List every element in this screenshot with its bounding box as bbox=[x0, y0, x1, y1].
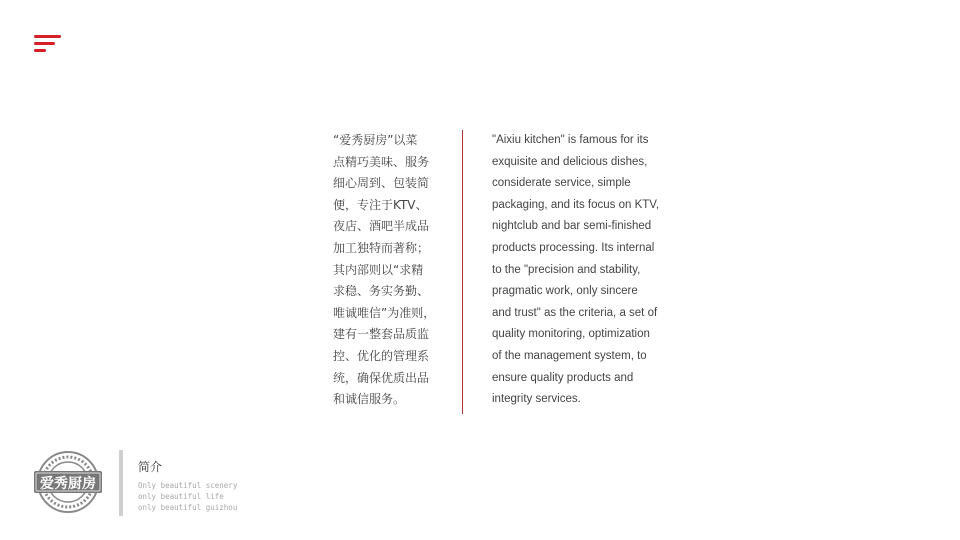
logo-text: 爱秀厨房 bbox=[40, 476, 96, 492]
menu-line bbox=[34, 35, 61, 38]
cn-line: 细心周到、包装简 bbox=[333, 176, 430, 191]
footer-subtitle: only beautiful life bbox=[138, 491, 224, 501]
en-line: products processing. Its internal bbox=[492, 241, 655, 254]
brand-logo-graphic bbox=[30, 449, 106, 515]
en-line: packaging, and its focus on KTV, bbox=[492, 198, 660, 211]
vertical-divider bbox=[462, 130, 463, 414]
cn-line: “爱秀厨房”以菜 bbox=[333, 133, 418, 147]
cn-line: 唯诚唯信”为准则， bbox=[333, 305, 436, 320]
en-line: of the management system, to bbox=[492, 349, 647, 362]
footer-subtitles bbox=[138, 481, 237, 513]
en-line: considerate service, simple bbox=[492, 177, 631, 190]
en-line: quality monitoring, optimization bbox=[492, 328, 650, 341]
cn-line: 和诚信服务。 bbox=[333, 392, 406, 407]
chinese-intro-text bbox=[333, 130, 437, 411]
cn-line: 点精巧美味、服务 bbox=[333, 154, 430, 169]
cn-line: 建有一整套品质监 bbox=[333, 327, 430, 342]
menu-line bbox=[34, 42, 55, 45]
cn-line: 其内部则以“求精 bbox=[333, 262, 424, 277]
cn-line: 便，专注于KTV、 bbox=[333, 197, 428, 212]
en-line: and trust" as the criteria, a set of bbox=[492, 306, 658, 319]
en-line: ensure quality products and bbox=[492, 371, 634, 384]
brand-logo bbox=[30, 449, 106, 515]
en-line: to the "precision and stability, bbox=[492, 263, 641, 276]
en-line: pragmatic work, only sincere bbox=[492, 285, 638, 298]
section-title: 简介 bbox=[138, 460, 163, 474]
cn-line: 夜店、酒吧半成品 bbox=[333, 219, 430, 234]
en-line: nightclub and bar semi-finished bbox=[492, 220, 652, 233]
english-intro-text bbox=[492, 130, 692, 411]
en-line: exquisite and delicious dishes, bbox=[492, 155, 648, 168]
en-line: integrity services. bbox=[492, 393, 581, 406]
cn-line: 加工独特而著称； bbox=[333, 240, 430, 255]
menu-line bbox=[34, 49, 46, 52]
footer-accent-bar bbox=[119, 450, 123, 516]
cn-line: 统，确保优质出品 bbox=[333, 370, 430, 385]
en-line: "Aixiu kitchen" is famous for its bbox=[492, 134, 649, 146]
menu-lines-icon[interactable] bbox=[34, 34, 64, 56]
cn-line: 求稳、务实务勤、 bbox=[333, 284, 430, 299]
cn-line: 控、优化的管理系 bbox=[333, 348, 430, 363]
footer-subtitle: only beautiful guizhou bbox=[138, 502, 238, 512]
footer-subtitle: Only beautiful scenery bbox=[138, 481, 238, 490]
